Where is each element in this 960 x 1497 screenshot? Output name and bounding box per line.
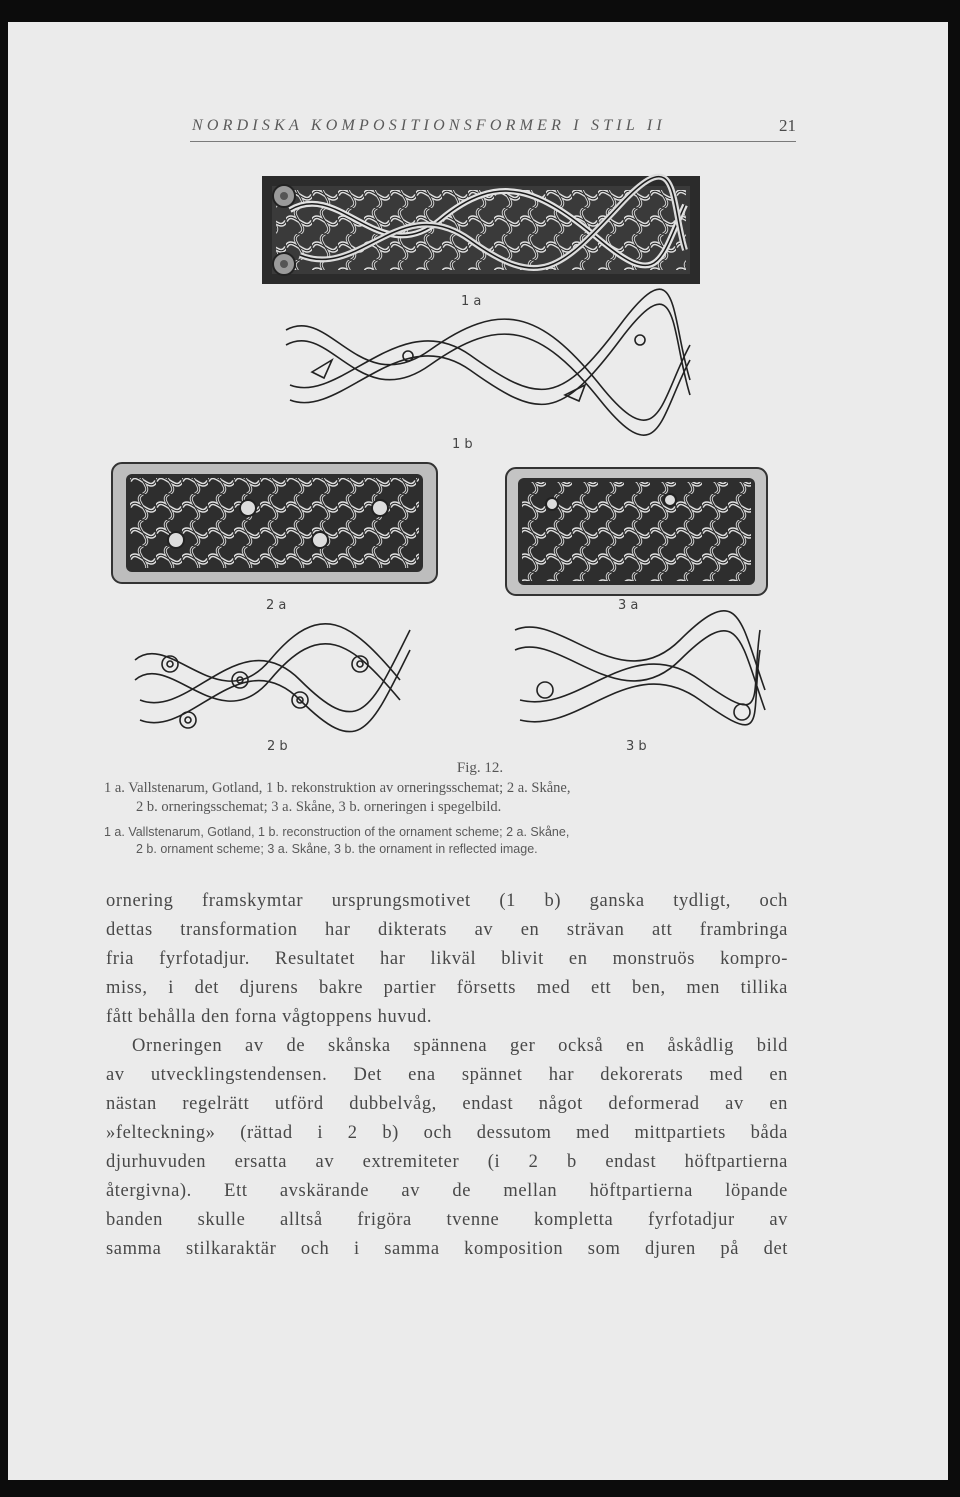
- body-line: fått behålla den forna vågtoppens huvud.: [106, 1007, 433, 1027]
- caption-en-line-2: 2 b. ornament scheme; 3 a. Skåne, 3 b. the ornament in reflected image.: [136, 842, 538, 856]
- body-line: återgivna). Ett avskärande av de mellan höftpartierna löpande: [106, 1181, 788, 1201]
- label-3b: 3 b: [626, 739, 647, 754]
- caption-en-line-1: 1 a. Vallstenarum, Gotland, 1 b. reconstruction of the ornament scheme; 2 a. Skåne,: [104, 825, 570, 839]
- body-line: dettas transformation har dikterats av en strävan att frambringa: [106, 920, 788, 940]
- caption-sv-line-2: 2 b. orneringsschemat; 3 a. Skåne, 3 b. orneringen i spegelbild.: [136, 799, 502, 815]
- caption-sv-line-1: 1 a. Vallstenarum, Gotland, 1 b. rekonstruktion av orneringsschemat; 2 a. Skåne,: [104, 780, 571, 796]
- body-line: fria fyrfotadjur. Resultatet har likväl blivit en monstruös kompro-: [106, 949, 788, 969]
- body-line: banden skulle alltså frigöra tvenne kompletta fyrfotadjur av: [106, 1210, 788, 1230]
- body-line: av utvecklingstendensen. Det ena spännet har dekorerats med en: [106, 1065, 788, 1085]
- body-text: [106, 887, 788, 1264]
- running-title: NORDISKA KOMPOSITIONSFORMER I STIL II: [192, 117, 666, 134]
- label-1a: 1 a: [461, 294, 482, 309]
- figure-caption-title: Fig. 12.: [456, 760, 504, 776]
- page-number: 21: [779, 116, 796, 135]
- brooch-2a-image: [112, 463, 437, 583]
- brooch-1a-image: [262, 176, 700, 284]
- body-line: samma stilkaraktär och i samma komposition som djuren på det: [106, 1239, 788, 1259]
- ornament-2b-drawing: [135, 624, 410, 732]
- body-line: nästan regelrätt utförd dubbelvåg, endast något deformerad av en: [106, 1094, 788, 1114]
- label-2a: 2 a: [266, 598, 287, 613]
- label-3a: 3 a: [618, 598, 639, 613]
- label-2b: 2 b: [267, 739, 288, 754]
- body-line: ornering framskymtar ursprungsmotivet (1 b) ganska tydligt, och: [106, 891, 788, 911]
- ornament-1b-drawing: [286, 289, 690, 435]
- label-1b: 1 b: [452, 437, 473, 452]
- ornament-3b-drawing: [515, 611, 765, 725]
- body-line: djurhuvuden ersatta av extremiteter (i 2 b endast höftpartierna: [106, 1152, 788, 1172]
- body-line: miss, i det djurens bakre partier försetts med ett ben, men tillika: [106, 978, 788, 998]
- brooch-3a-image: [506, 468, 767, 595]
- body-line: »felteckning» (rättad i 2 b) och dessutom med mittpartiets båda: [106, 1123, 788, 1143]
- body-line: Orneringen av de skånska spännena ger också en åskådlig bild: [132, 1036, 788, 1056]
